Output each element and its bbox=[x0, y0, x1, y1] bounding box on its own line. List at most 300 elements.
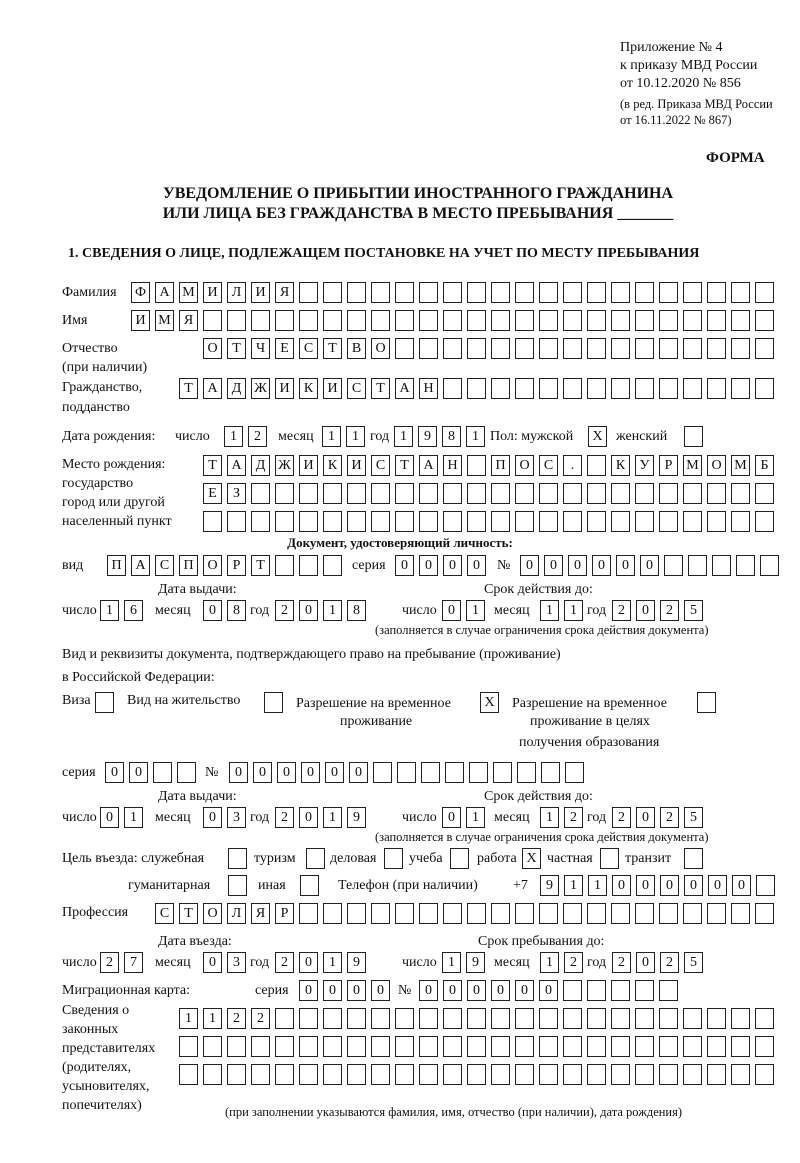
reps1-cell[interactable] bbox=[611, 1008, 630, 1029]
name-cell[interactable] bbox=[467, 310, 486, 331]
birthplace3-cell[interactable] bbox=[635, 511, 654, 532]
reps3-cell[interactable] bbox=[731, 1064, 750, 1085]
surname-cell[interactable] bbox=[659, 282, 678, 303]
reps3-cell[interactable] bbox=[515, 1064, 534, 1085]
phone-cell[interactable]: 0 bbox=[660, 875, 679, 896]
surname-cell[interactable]: И bbox=[251, 282, 270, 303]
id-kind-cell[interactable]: О bbox=[203, 555, 222, 576]
name-cell[interactable] bbox=[299, 310, 318, 331]
surname-cell[interactable] bbox=[419, 282, 438, 303]
birthplace2-cell[interactable] bbox=[731, 483, 750, 504]
name-cell[interactable] bbox=[275, 310, 294, 331]
mc-number-cell[interactable] bbox=[563, 980, 582, 1001]
surname-cell[interactable] bbox=[443, 282, 462, 303]
id-series-cell[interactable]: 0 bbox=[395, 555, 414, 576]
birthplace3-cell[interactable] bbox=[587, 511, 606, 532]
stay-series-cell[interactable]: 0 bbox=[105, 762, 124, 783]
birthplace1-cell[interactable]: А bbox=[419, 455, 438, 476]
reps3-cell[interactable] bbox=[179, 1064, 198, 1085]
name-cell[interactable] bbox=[251, 310, 270, 331]
stay-issue-month-cell[interactable]: 3 bbox=[227, 807, 246, 828]
name-cell[interactable] bbox=[395, 310, 414, 331]
reps2-cell[interactable] bbox=[275, 1036, 294, 1057]
reps2-cell[interactable] bbox=[707, 1036, 726, 1057]
reps1-cell[interactable] bbox=[707, 1008, 726, 1029]
stay-issue-month-cell[interactable]: 0 bbox=[203, 807, 222, 828]
residence-cell[interactable] bbox=[264, 692, 283, 713]
surname-cell[interactable] bbox=[395, 282, 414, 303]
birthplace3-cell[interactable] bbox=[467, 511, 486, 532]
id-valid-year-cell[interactable]: 2 bbox=[660, 600, 679, 621]
surname-cell[interactable] bbox=[539, 282, 558, 303]
profession-cell[interactable] bbox=[563, 903, 582, 924]
birthplace1-cell[interactable]: И bbox=[299, 455, 318, 476]
citizenship-cell[interactable] bbox=[635, 378, 654, 399]
profession-cell[interactable] bbox=[611, 903, 630, 924]
birthplace2-cell[interactable] bbox=[491, 483, 510, 504]
surname-cell[interactable] bbox=[299, 282, 318, 303]
profession-cell[interactable] bbox=[755, 903, 774, 924]
birthplace1-cell[interactable] bbox=[587, 455, 606, 476]
stay-valid-month-cell[interactable]: 2 bbox=[564, 807, 583, 828]
reps2-cell[interactable] bbox=[563, 1036, 582, 1057]
birthplace3-cell[interactable] bbox=[299, 511, 318, 532]
birthplace1-cell[interactable]: Т bbox=[203, 455, 222, 476]
id-kind-cell[interactable] bbox=[275, 555, 294, 576]
citizenship-cell[interactable]: Т bbox=[371, 378, 390, 399]
surname-cell[interactable] bbox=[467, 282, 486, 303]
birthplace2-cell[interactable] bbox=[587, 483, 606, 504]
reps2-cell[interactable] bbox=[587, 1036, 606, 1057]
phone-cell[interactable]: 0 bbox=[732, 875, 751, 896]
reps2-cell[interactable] bbox=[683, 1036, 702, 1057]
reps2-cell[interactable] bbox=[491, 1036, 510, 1057]
reps1-cell[interactable] bbox=[563, 1008, 582, 1029]
birthplace1-cell[interactable]: К bbox=[611, 455, 630, 476]
reps3-cell[interactable] bbox=[299, 1064, 318, 1085]
citizenship-cell[interactable] bbox=[467, 378, 486, 399]
mc-series-cell[interactable]: 0 bbox=[323, 980, 342, 1001]
birthplace3-cell[interactable] bbox=[275, 511, 294, 532]
birthplace2-cell[interactable]: З bbox=[227, 483, 246, 504]
id-valid-year-cell[interactable]: 5 bbox=[684, 600, 703, 621]
profession-cell[interactable] bbox=[323, 903, 342, 924]
birthplace1-cell[interactable] bbox=[467, 455, 486, 476]
reps2-cell[interactable] bbox=[371, 1036, 390, 1057]
profession-cell[interactable] bbox=[299, 903, 318, 924]
entry-day-cell[interactable]: 2 bbox=[100, 952, 119, 973]
citizenship-cell[interactable]: К bbox=[299, 378, 318, 399]
name-cell[interactable]: М bbox=[155, 310, 174, 331]
reps3-cell[interactable] bbox=[659, 1064, 678, 1085]
birthplace1-cell[interactable]: П bbox=[491, 455, 510, 476]
purpose-other-cell[interactable] bbox=[300, 875, 319, 896]
surname-cell[interactable] bbox=[611, 282, 630, 303]
birthplace1-cell[interactable]: М bbox=[731, 455, 750, 476]
reps3-cell[interactable] bbox=[563, 1064, 582, 1085]
name-cell[interactable] bbox=[683, 310, 702, 331]
reps2-cell[interactable] bbox=[659, 1036, 678, 1057]
reps2-cell[interactable] bbox=[179, 1036, 198, 1057]
birthplace2-cell[interactable] bbox=[419, 483, 438, 504]
stay-number-cell[interactable]: 0 bbox=[301, 762, 320, 783]
reps1-cell[interactable] bbox=[299, 1008, 318, 1029]
citizenship-cell[interactable] bbox=[515, 378, 534, 399]
stay-number-cell[interactable] bbox=[541, 762, 560, 783]
profession-cell[interactable] bbox=[659, 903, 678, 924]
reps3-cell[interactable] bbox=[323, 1064, 342, 1085]
id-number-cell[interactable]: 0 bbox=[568, 555, 587, 576]
birthplace3-cell[interactable] bbox=[731, 511, 750, 532]
birthplace1-cell[interactable]: О bbox=[707, 455, 726, 476]
stay-number-cell[interactable]: 0 bbox=[253, 762, 272, 783]
reps3-cell[interactable] bbox=[371, 1064, 390, 1085]
mc-number-cell[interactable]: 0 bbox=[443, 980, 462, 1001]
id-kind-cell[interactable]: П bbox=[107, 555, 126, 576]
id-valid-month-cell[interactable]: 1 bbox=[540, 600, 559, 621]
birthplace3-cell[interactable] bbox=[659, 511, 678, 532]
mc-number-cell[interactable] bbox=[659, 980, 678, 1001]
birth-month-cell[interactable]: 1 bbox=[346, 426, 365, 447]
reps1-cell[interactable] bbox=[347, 1008, 366, 1029]
birthplace3-cell[interactable] bbox=[395, 511, 414, 532]
patronymic-cell[interactable] bbox=[635, 338, 654, 359]
mc-series-cell[interactable]: 0 bbox=[299, 980, 318, 1001]
name-cell[interactable]: Я bbox=[179, 310, 198, 331]
stay-series-cell[interactable] bbox=[177, 762, 196, 783]
mc-number-cell[interactable]: 0 bbox=[467, 980, 486, 1001]
id-number-cell[interactable] bbox=[760, 555, 779, 576]
id-valid-day-cell[interactable]: 1 bbox=[466, 600, 485, 621]
id-valid-year-cell[interactable]: 0 bbox=[636, 600, 655, 621]
id-number-cell[interactable] bbox=[688, 555, 707, 576]
birthplace3-cell[interactable] bbox=[611, 511, 630, 532]
entry-year-cell[interactable]: 0 bbox=[299, 952, 318, 973]
surname-cell[interactable] bbox=[515, 282, 534, 303]
birthplace2-cell[interactable] bbox=[611, 483, 630, 504]
id-kind-cell[interactable] bbox=[299, 555, 318, 576]
stay-issue-year-cell[interactable]: 1 bbox=[323, 807, 342, 828]
stay-number-cell[interactable] bbox=[517, 762, 536, 783]
birthplace2-cell[interactable] bbox=[659, 483, 678, 504]
patronymic-cell[interactable]: Ч bbox=[251, 338, 270, 359]
id-number-cell[interactable] bbox=[736, 555, 755, 576]
citizenship-cell[interactable]: Н bbox=[419, 378, 438, 399]
id-number-cell[interactable] bbox=[664, 555, 683, 576]
surname-cell[interactable] bbox=[323, 282, 342, 303]
surname-cell[interactable] bbox=[587, 282, 606, 303]
surname-cell[interactable] bbox=[563, 282, 582, 303]
citizenship-cell[interactable]: Ж bbox=[251, 378, 270, 399]
reps2-cell[interactable] bbox=[203, 1036, 222, 1057]
birthplace1-cell[interactable]: Ж bbox=[275, 455, 294, 476]
id-series-cell[interactable]: 0 bbox=[467, 555, 486, 576]
surname-cell[interactable] bbox=[683, 282, 702, 303]
reps1-cell[interactable] bbox=[539, 1008, 558, 1029]
reps3-cell[interactable] bbox=[539, 1064, 558, 1085]
reps3-cell[interactable] bbox=[491, 1064, 510, 1085]
purpose-work-cell[interactable]: X bbox=[522, 848, 541, 869]
profession-cell[interactable] bbox=[371, 903, 390, 924]
birthplace3-cell[interactable] bbox=[563, 511, 582, 532]
patronymic-cell[interactable] bbox=[659, 338, 678, 359]
reps3-cell[interactable] bbox=[395, 1064, 414, 1085]
stay-series-cell[interactable]: 0 bbox=[129, 762, 148, 783]
reps3-cell[interactable] bbox=[443, 1064, 462, 1085]
reps3-cell[interactable] bbox=[347, 1064, 366, 1085]
patronymic-cell[interactable] bbox=[683, 338, 702, 359]
name-cell[interactable] bbox=[731, 310, 750, 331]
birthplace3-cell[interactable] bbox=[251, 511, 270, 532]
birthplace2-cell[interactable] bbox=[251, 483, 270, 504]
stay-valid-year-cell[interactable]: 2 bbox=[660, 807, 679, 828]
reps2-cell[interactable] bbox=[419, 1036, 438, 1057]
reps1-cell[interactable] bbox=[467, 1008, 486, 1029]
purpose-tourism-cell[interactable] bbox=[306, 848, 325, 869]
birthplace1-cell[interactable]: У bbox=[635, 455, 654, 476]
mc-number-cell[interactable] bbox=[611, 980, 630, 1001]
stay-valid-year-cell[interactable]: 5 bbox=[684, 807, 703, 828]
birthplace1-cell[interactable]: Р bbox=[659, 455, 678, 476]
patronymic-cell[interactable]: Т bbox=[323, 338, 342, 359]
profession-cell[interactable] bbox=[515, 903, 534, 924]
birthplace1-cell[interactable]: К bbox=[323, 455, 342, 476]
reps3-cell[interactable] bbox=[587, 1064, 606, 1085]
reps2-cell[interactable] bbox=[635, 1036, 654, 1057]
reps1-cell[interactable]: 2 bbox=[227, 1008, 246, 1029]
name-cell[interactable] bbox=[323, 310, 342, 331]
surname-cell[interactable]: Я bbox=[275, 282, 294, 303]
id-issue-year-cell[interactable]: 8 bbox=[347, 600, 366, 621]
purpose-business-cell[interactable] bbox=[384, 848, 403, 869]
until-year-cell[interactable]: 2 bbox=[660, 952, 679, 973]
reps1-cell[interactable] bbox=[755, 1008, 774, 1029]
birth-day-cell[interactable]: 1 bbox=[224, 426, 243, 447]
patronymic-cell[interactable] bbox=[419, 338, 438, 359]
sex-male-cell[interactable]: X bbox=[588, 426, 607, 447]
reps2-cell[interactable] bbox=[299, 1036, 318, 1057]
mc-number-cell[interactable] bbox=[635, 980, 654, 1001]
id-series-cell[interactable]: 0 bbox=[443, 555, 462, 576]
stay-valid-year-cell[interactable]: 0 bbox=[636, 807, 655, 828]
phone-cell[interactable]: 0 bbox=[636, 875, 655, 896]
birthplace3-cell[interactable] bbox=[491, 511, 510, 532]
name-cell[interactable] bbox=[371, 310, 390, 331]
id-issue-day-cell[interactable]: 1 bbox=[100, 600, 119, 621]
stay-series-cell[interactable] bbox=[153, 762, 172, 783]
stay-number-cell[interactable] bbox=[445, 762, 464, 783]
entry-year-cell[interactable]: 1 bbox=[323, 952, 342, 973]
profession-cell[interactable] bbox=[683, 903, 702, 924]
stay-valid-month-cell[interactable]: 1 bbox=[540, 807, 559, 828]
id-kind-cell[interactable]: А bbox=[131, 555, 150, 576]
reps1-cell[interactable]: 2 bbox=[251, 1008, 270, 1029]
id-series-cell[interactable]: 0 bbox=[419, 555, 438, 576]
id-kind-cell[interactable] bbox=[323, 555, 342, 576]
citizenship-cell[interactable]: А bbox=[203, 378, 222, 399]
patronymic-cell[interactable] bbox=[395, 338, 414, 359]
id-valid-day-cell[interactable]: 0 bbox=[442, 600, 461, 621]
citizenship-cell[interactable]: Д bbox=[227, 378, 246, 399]
stay-issue-day-cell[interactable]: 0 bbox=[100, 807, 119, 828]
phone-cell[interactable]: 0 bbox=[612, 875, 631, 896]
birthplace3-cell[interactable] bbox=[323, 511, 342, 532]
stay-valid-day-cell[interactable]: 0 bbox=[442, 807, 461, 828]
name-cell[interactable]: И bbox=[131, 310, 150, 331]
stay-number-cell[interactable] bbox=[397, 762, 416, 783]
patronymic-cell[interactable] bbox=[611, 338, 630, 359]
id-number-cell[interactable]: 0 bbox=[640, 555, 659, 576]
stay-valid-day-cell[interactable]: 1 bbox=[466, 807, 485, 828]
id-kind-cell[interactable]: Р bbox=[227, 555, 246, 576]
citizenship-cell[interactable] bbox=[611, 378, 630, 399]
name-cell[interactable] bbox=[419, 310, 438, 331]
reps2-cell[interactable] bbox=[539, 1036, 558, 1057]
reps1-cell[interactable] bbox=[395, 1008, 414, 1029]
sex-female-cell[interactable] bbox=[684, 426, 703, 447]
visa-cell[interactable] bbox=[95, 692, 114, 713]
trpe-cell[interactable] bbox=[697, 692, 716, 713]
reps1-cell[interactable] bbox=[419, 1008, 438, 1029]
stay-number-cell[interactable] bbox=[493, 762, 512, 783]
id-issue-month-cell[interactable]: 0 bbox=[203, 600, 222, 621]
reps2-cell[interactable] bbox=[347, 1036, 366, 1057]
reps2-cell[interactable] bbox=[251, 1036, 270, 1057]
profession-cell[interactable] bbox=[587, 903, 606, 924]
birthplace3-cell[interactable] bbox=[419, 511, 438, 532]
id-issue-year-cell[interactable]: 0 bbox=[299, 600, 318, 621]
reps1-cell[interactable] bbox=[275, 1008, 294, 1029]
phone-cell[interactable]: 9 bbox=[540, 875, 559, 896]
id-valid-month-cell[interactable]: 1 bbox=[564, 600, 583, 621]
name-cell[interactable] bbox=[563, 310, 582, 331]
reps2-cell[interactable] bbox=[467, 1036, 486, 1057]
citizenship-cell[interactable] bbox=[539, 378, 558, 399]
reps3-cell[interactable] bbox=[755, 1064, 774, 1085]
entry-year-cell[interactable]: 2 bbox=[275, 952, 294, 973]
profession-cell[interactable] bbox=[635, 903, 654, 924]
birthplace1-cell[interactable]: Т bbox=[395, 455, 414, 476]
birthplace2-cell[interactable] bbox=[395, 483, 414, 504]
phone-cell[interactable]: 0 bbox=[684, 875, 703, 896]
reps1-cell[interactable] bbox=[443, 1008, 462, 1029]
citizenship-cell[interactable]: А bbox=[395, 378, 414, 399]
until-year-cell[interactable]: 0 bbox=[636, 952, 655, 973]
citizenship-cell[interactable] bbox=[563, 378, 582, 399]
mc-number-cell[interactable]: 0 bbox=[515, 980, 534, 1001]
profession-cell[interactable]: С bbox=[155, 903, 174, 924]
mc-number-cell[interactable]: 0 bbox=[491, 980, 510, 1001]
id-issue-year-cell[interactable]: 2 bbox=[275, 600, 294, 621]
birthplace3-cell[interactable] bbox=[707, 511, 726, 532]
stay-number-cell[interactable]: 0 bbox=[229, 762, 248, 783]
stay-issue-year-cell[interactable]: 2 bbox=[275, 807, 294, 828]
reps1-cell[interactable] bbox=[371, 1008, 390, 1029]
birth-year-cell[interactable]: 9 bbox=[418, 426, 437, 447]
birthplace3-cell[interactable] bbox=[227, 511, 246, 532]
id-issue-month-cell[interactable]: 8 bbox=[227, 600, 246, 621]
entry-month-cell[interactable]: 3 bbox=[227, 952, 246, 973]
name-cell[interactable] bbox=[227, 310, 246, 331]
birthplace1-cell[interactable]: Н bbox=[443, 455, 462, 476]
id-kind-cell[interactable]: П bbox=[179, 555, 198, 576]
birthplace3-cell[interactable] bbox=[347, 511, 366, 532]
purpose-study-cell[interactable] bbox=[450, 848, 469, 869]
mc-series-cell[interactable]: 0 bbox=[371, 980, 390, 1001]
birthplace2-cell[interactable] bbox=[467, 483, 486, 504]
reps1-cell[interactable] bbox=[683, 1008, 702, 1029]
reps3-cell[interactable] bbox=[467, 1064, 486, 1085]
mc-number-cell[interactable] bbox=[587, 980, 606, 1001]
stay-issue-year-cell[interactable]: 0 bbox=[299, 807, 318, 828]
name-cell[interactable] bbox=[707, 310, 726, 331]
purpose-private-cell[interactable] bbox=[600, 848, 619, 869]
profession-cell[interactable]: Л bbox=[227, 903, 246, 924]
profession-cell[interactable] bbox=[707, 903, 726, 924]
patronymic-cell[interactable] bbox=[539, 338, 558, 359]
reps3-cell[interactable] bbox=[275, 1064, 294, 1085]
id-kind-cell[interactable]: С bbox=[155, 555, 174, 576]
until-year-cell[interactable]: 5 bbox=[684, 952, 703, 973]
birthplace1-cell[interactable]: Б bbox=[755, 455, 774, 476]
id-number-cell[interactable] bbox=[712, 555, 731, 576]
stay-number-cell[interactable]: 0 bbox=[277, 762, 296, 783]
surname-cell[interactable] bbox=[491, 282, 510, 303]
surname-cell[interactable]: Ф bbox=[131, 282, 150, 303]
birthplace3-cell[interactable] bbox=[755, 511, 774, 532]
profession-cell[interactable] bbox=[491, 903, 510, 924]
patronymic-cell[interactable]: В bbox=[347, 338, 366, 359]
patronymic-cell[interactable] bbox=[515, 338, 534, 359]
profession-cell[interactable] bbox=[419, 903, 438, 924]
stay-number-cell[interactable] bbox=[421, 762, 440, 783]
name-cell[interactable] bbox=[347, 310, 366, 331]
id-number-cell[interactable]: 0 bbox=[544, 555, 563, 576]
reps1-cell[interactable] bbox=[635, 1008, 654, 1029]
mc-number-cell[interactable]: 0 bbox=[419, 980, 438, 1001]
reps2-cell[interactable] bbox=[323, 1036, 342, 1057]
citizenship-cell[interactable] bbox=[659, 378, 678, 399]
citizenship-cell[interactable] bbox=[587, 378, 606, 399]
patronymic-cell[interactable] bbox=[731, 338, 750, 359]
birthplace2-cell[interactable] bbox=[563, 483, 582, 504]
profession-cell[interactable]: О bbox=[203, 903, 222, 924]
id-number-cell[interactable]: 0 bbox=[592, 555, 611, 576]
phone-cell[interactable] bbox=[756, 875, 775, 896]
reps3-cell[interactable] bbox=[419, 1064, 438, 1085]
until-month-cell[interactable]: 1 bbox=[540, 952, 559, 973]
profession-cell[interactable] bbox=[443, 903, 462, 924]
profession-cell[interactable] bbox=[539, 903, 558, 924]
citizenship-cell[interactable] bbox=[683, 378, 702, 399]
phone-cell[interactable]: 1 bbox=[564, 875, 583, 896]
patronymic-cell[interactable] bbox=[755, 338, 774, 359]
until-day-cell[interactable]: 9 bbox=[466, 952, 485, 973]
stay-number-cell[interactable]: 0 bbox=[325, 762, 344, 783]
reps1-cell[interactable] bbox=[491, 1008, 510, 1029]
reps2-cell[interactable] bbox=[227, 1036, 246, 1057]
reps2-cell[interactable] bbox=[731, 1036, 750, 1057]
mc-number-cell[interactable]: 0 bbox=[539, 980, 558, 1001]
reps3-cell[interactable] bbox=[707, 1064, 726, 1085]
profession-cell[interactable] bbox=[731, 903, 750, 924]
birthplace2-cell[interactable] bbox=[347, 483, 366, 504]
citizenship-cell[interactable] bbox=[731, 378, 750, 399]
reps2-cell[interactable] bbox=[755, 1036, 774, 1057]
id-issue-day-cell[interactable]: 6 bbox=[124, 600, 143, 621]
citizenship-cell[interactable]: И bbox=[323, 378, 342, 399]
birthplace2-cell[interactable] bbox=[539, 483, 558, 504]
